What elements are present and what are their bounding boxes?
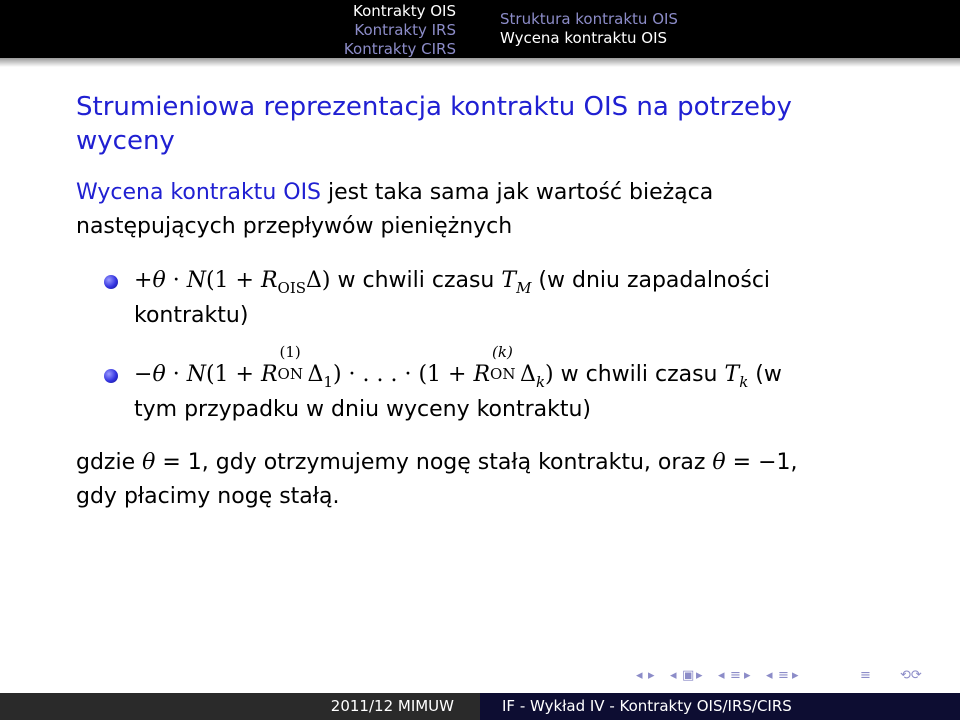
- nav-subsection-structure[interactable]: Struktura kontraktu OIS: [500, 10, 678, 28]
- subsection-next-icon[interactable]: ▸: [792, 668, 799, 683]
- item2-line-2: tym przypadku w dniu wyceny kontraktu): [134, 397, 592, 422]
- footer-right: IF - Wykład IV - Kontrakty OIS/IRS/CIRS: [480, 693, 960, 720]
- subsection-prev-icon[interactable]: ◂: [670, 668, 677, 683]
- bullet-item-1: [134, 264, 874, 333]
- footnote-text-a: gdzie: [76, 450, 143, 475]
- item2-text-b: (w: [748, 362, 782, 387]
- title-line-2: wyceny: [76, 126, 175, 156]
- intro-highlight: Wycena kontraktu OIS: [76, 180, 322, 205]
- intro-line-2: następujących przepływów pieniężnych: [76, 214, 513, 239]
- footnote-text-c: = −1,: [725, 450, 798, 475]
- footnote-paragraph: gdzie θ = 1, gdy otrzymujemy nogę stałą kontraktu, oraz θ = −1, gdy płacimy nogę stałą.: [76, 446, 886, 514]
- footer-left: 2011/12 MIMUW: [0, 693, 480, 720]
- formula-2: −θ · N(1 + R (1) ON $\Delta_1$) · . . . · (1 + R (k) ON $\Delta_k$): [134, 343, 554, 391]
- bullet-icon: [104, 369, 118, 383]
- footnote-line-2: gdy płacimy nogę stałą.: [76, 484, 340, 509]
- intro-text: jest taka sama jak wartość bieżąca: [321, 180, 714, 205]
- time-subscript: M: [516, 279, 532, 297]
- subsection-next-icon[interactable]: ▸: [696, 668, 703, 683]
- frame-next-icon[interactable]: ▸: [648, 668, 655, 683]
- subsection-nav: [500, 0, 960, 58]
- header-shadow: [0, 58, 960, 67]
- nav-section-ois[interactable]: Kontrakty OIS: [353, 2, 456, 20]
- frame-title: [76, 90, 866, 158]
- formula-1: $+\theta \cdot N(1 + R_{OIS}\Delta)$: [134, 268, 331, 297]
- footnote-text-b: = 1, gdy otrzymujemy nogę stałą kontraktu, oraz: [155, 450, 713, 475]
- time-symbol: T: [501, 268, 517, 293]
- footer-bar: [0, 693, 960, 720]
- nav-subsection-valuation[interactable]: Wycena kontraktu OIS: [500, 29, 668, 47]
- nav-section-cirs[interactable]: Kontrakty CIRS: [343, 40, 456, 58]
- header-bar: [0, 0, 960, 58]
- subsection-prev-icon[interactable]: ◂: [766, 668, 773, 683]
- section-nav: [0, 0, 480, 58]
- item1-text-a: w chwili czasu: [330, 268, 502, 293]
- subsection-icon: ≡: [778, 668, 789, 683]
- search-icon[interactable]: ⟲⟳: [900, 668, 922, 683]
- time-subscript: k: [739, 373, 749, 391]
- intro-paragraph: [76, 176, 886, 244]
- time-symbol: T: [724, 362, 740, 387]
- item1-text-b: (w dniu zapadalności: [531, 268, 771, 293]
- title-line-1: Strumieniowa reprezentacja kontraktu OIS na potrzeby: [76, 92, 792, 122]
- align-icon[interactable]: ≡: [860, 668, 871, 683]
- section-next-icon[interactable]: ▸: [744, 668, 751, 683]
- frame-prev-icon[interactable]: ◂: [636, 668, 643, 683]
- item2-text-a: w chwili czasu: [553, 362, 725, 387]
- frame-stack-icon: ▣: [682, 668, 695, 683]
- bullet-icon: [104, 275, 118, 289]
- bullet-item-2: [134, 343, 874, 427]
- section-prev-icon[interactable]: ◂: [718, 668, 725, 683]
- section-icon: ≡: [730, 668, 741, 683]
- item1-line-2: kontraktu): [134, 303, 249, 328]
- nav-section-irs[interactable]: Kontrakty IRS: [354, 21, 456, 39]
